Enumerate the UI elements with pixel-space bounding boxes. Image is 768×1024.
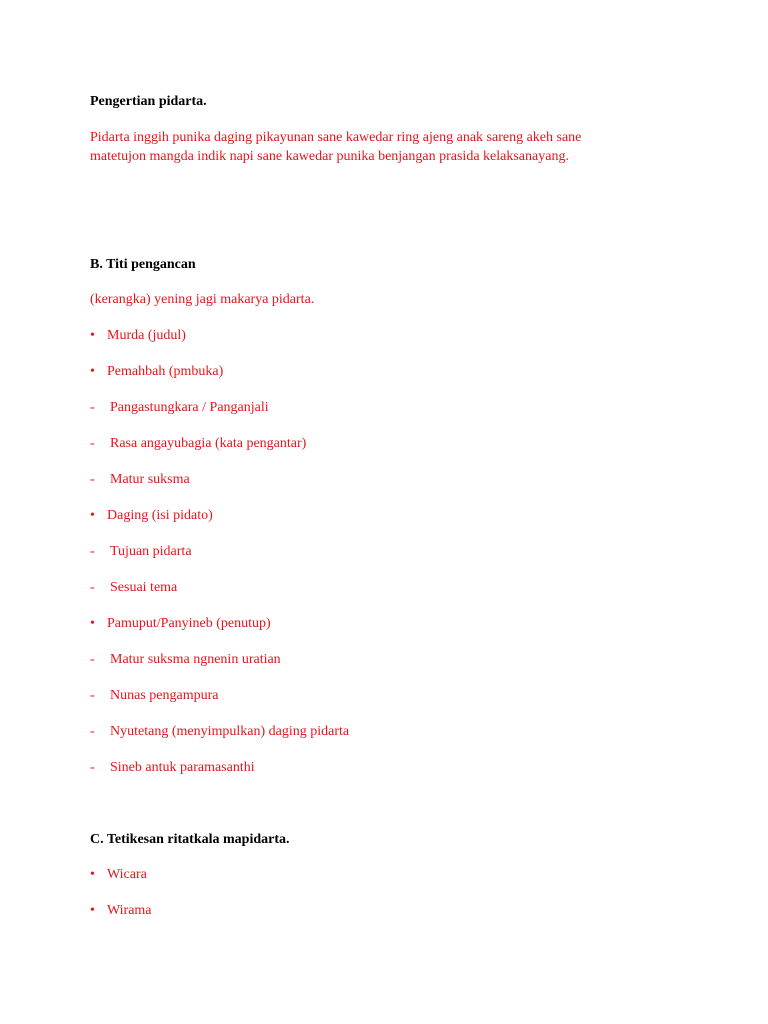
dash-marker: - — [90, 724, 95, 739]
list-item — [90, 723, 349, 741]
list-item-text: Pemahbah (pmbuka) — [107, 364, 224, 379]
list-item — [90, 399, 269, 417]
list-item — [90, 579, 177, 597]
list-item-text: Sesuai tema — [110, 580, 178, 595]
list-item-text: Nunas pengampura — [110, 688, 219, 703]
intro-kerangka: (kerangka) yening jagi makarya pidarta. — [90, 292, 315, 307]
paragraph-line-1: Pidarta inggih punika daging pikayunan sane kawedar ring ajeng anak sareng akeh sane — [90, 130, 582, 145]
bullet-marker: • — [90, 867, 95, 882]
bullet-marker: • — [90, 364, 95, 379]
list-item — [90, 902, 152, 920]
dash-marker: - — [90, 580, 95, 595]
list-item — [90, 687, 218, 705]
dash-marker: - — [90, 400, 95, 415]
list-item-text: Sineb antuk paramasanthi — [110, 760, 255, 775]
bullet-marker: • — [90, 903, 95, 918]
list-item-text: Tujuan pidarta — [110, 544, 192, 559]
dash-marker: - — [90, 652, 95, 667]
heading-titi-pengancan: B. Titi pengancan — [90, 257, 196, 272]
bullet-marker: • — [90, 508, 95, 523]
dash-marker: - — [90, 544, 95, 559]
paragraph-line-2: matetujon mangda indik napi sane kawedar punika benjangan prasida kelaksanayang. — [90, 149, 569, 164]
list-item — [90, 866, 147, 884]
list-item — [90, 363, 223, 381]
heading-tetikesan: C. Tetikesan ritatkala mapidarta. — [90, 832, 290, 847]
bullet-marker: • — [90, 328, 95, 343]
list-item-text: Pangastungkara / Panganjali — [110, 400, 269, 415]
list-item — [90, 651, 281, 669]
list-item — [90, 471, 190, 489]
list-item-text: Matur suksma ngnenin uratian — [110, 652, 281, 667]
list-item — [90, 615, 271, 633]
dash-marker: - — [90, 688, 95, 703]
list-item — [90, 435, 306, 453]
list-item — [90, 327, 186, 345]
list-item-text: Matur suksma — [110, 472, 190, 487]
dash-marker: - — [90, 436, 95, 451]
list-item-text: Wirama — [107, 903, 152, 918]
list-item-text: Rasa angayubagia (kata pengantar) — [110, 436, 307, 451]
list-item — [90, 507, 213, 525]
list-item-text: Nyutetang (menyimpulkan) daging pidarta — [110, 724, 350, 739]
dash-marker: - — [90, 472, 95, 487]
list-item-text: Daging (isi pidato) — [107, 508, 213, 523]
list-item — [90, 543, 192, 561]
list-item-text: Murda (judul) — [107, 328, 186, 343]
list-item-text: Wicara — [107, 867, 147, 882]
list-item-text: Pamuput/Panyineb (penutup) — [107, 616, 271, 631]
bullet-marker: • — [90, 616, 95, 631]
heading-pengertian-pidarta: Pengertian pidarta. — [90, 94, 207, 109]
list-item — [90, 759, 255, 777]
dash-marker: - — [90, 760, 95, 775]
